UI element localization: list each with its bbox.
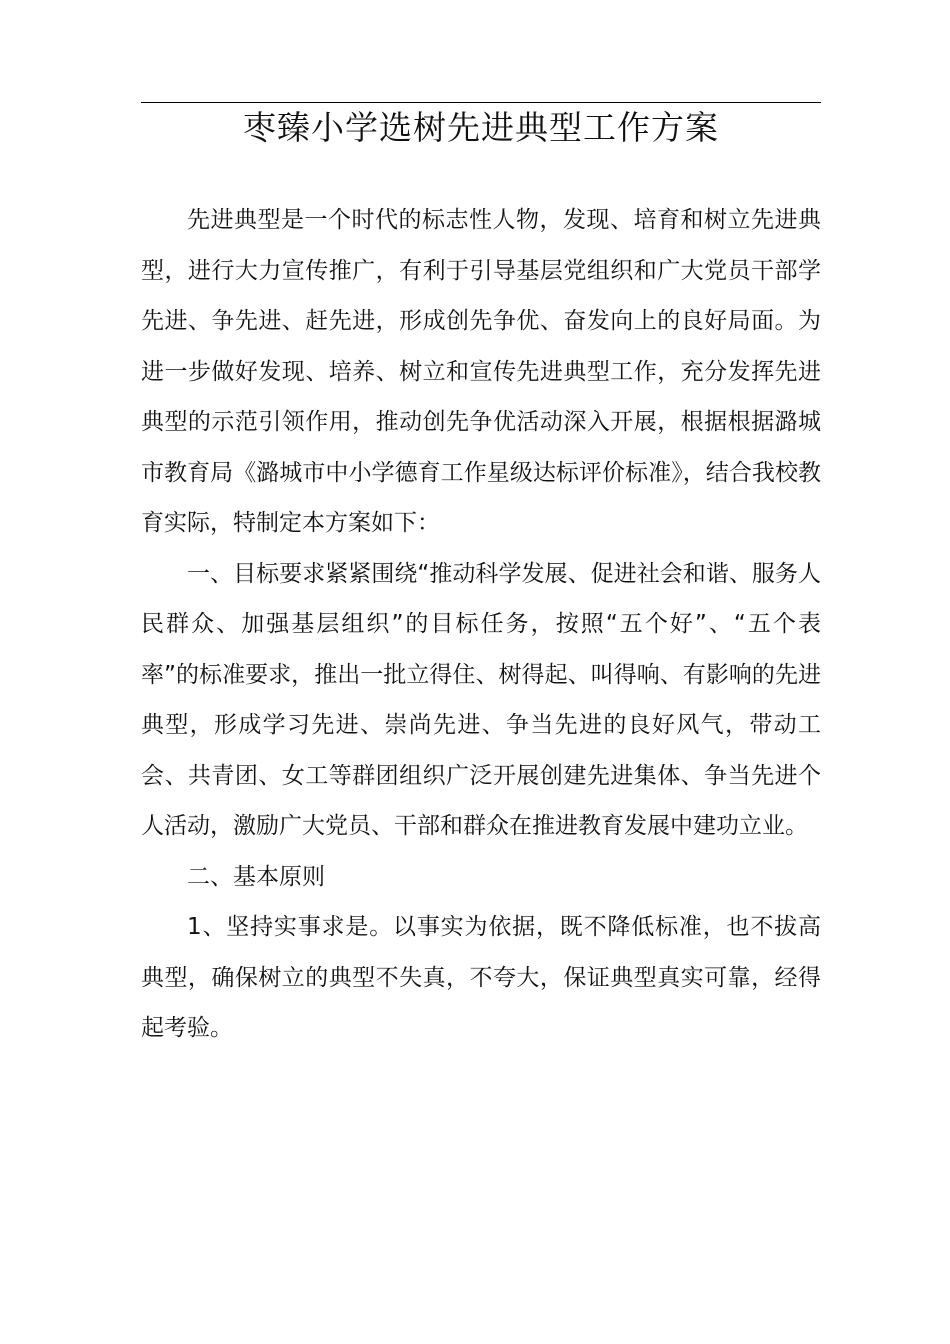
paragraph-principle-1: 1、坚持实事求是。以事实为依据，既不降低标准，也不拔高典型，确保树立的典型不失真，不夸大，保证典型真实可靠，经得起考验。 xyxy=(141,914,821,1041)
section-heading-2: 二、基本原则 xyxy=(187,863,325,890)
document-body xyxy=(141,195,821,1054)
paragraph-section-1: 一、目标要求紧紧围绕“推动科学发展、促进社会和谐、服务人民群众、加强基层组织”的目标任务，按照“五个好”、“五个表率”的标准要求，推出一批立得住、树得起、叫得响、有影响的先进典型，形成学习先进、崇尚先进、争当先进的良好风气，带动工会、共青团、女工等群团组织广泛开展创建先进集体、争当先进个人活动，激励广大党员、干部和群众在推进教育发展中建功立业。 xyxy=(141,560,821,839)
paragraph-intro: 先进典型是一个时代的标志性人物，发现、培育和树立先进典型，进行大力宣传推广，有利于引导基层党组织和广大党员干部学先进、争先进、赶先进，形成创先争优、奋发向上的良好局面。为进一步做好发现、培养、树立和宣传先进典型工作，充分发挥先进典型的示范引领作用，推动创先争优活动深入开展，根据根据潞城市教育局《潞城市中小学德育工作星级达标评价标准》，结合我校教育实际，特制定本方案如下： xyxy=(141,207,821,536)
header-rule xyxy=(141,102,821,103)
document-title: 枣臻小学选树先进典型工作方案 xyxy=(243,108,719,147)
